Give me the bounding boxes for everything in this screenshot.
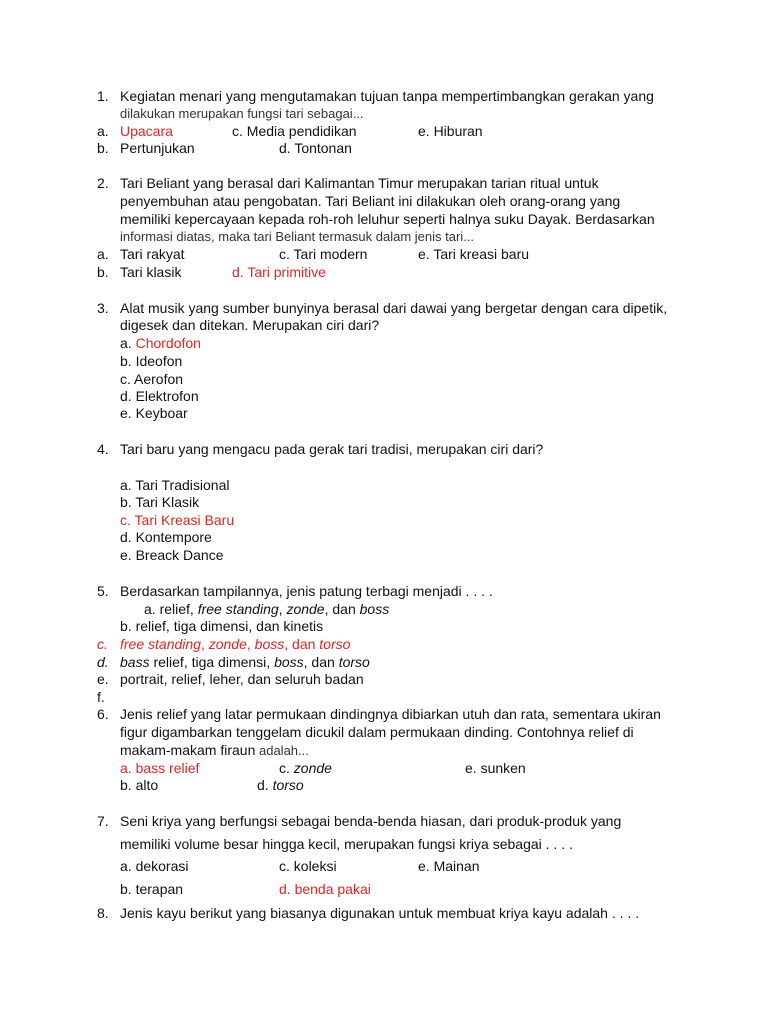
q2-option-a: Tari rakyat	[120, 246, 185, 262]
q5-option-c-sep1: ,	[200, 636, 209, 652]
q7-text-line2: memiliki volume besar hingga kecil, merupakan fungsi kriya sebagai . . . .	[120, 836, 573, 852]
q7-text-line1: Seni kriya yang berfungsi sebagai benda-benda hiasan, dari produk-produk yang	[120, 813, 622, 829]
q6-option-c	[279, 760, 332, 777]
q4-option-a: a. Tari Tradisional	[120, 477, 230, 493]
q6-option-e: e. sunken	[465, 760, 526, 776]
q8-text-line1: Jenis kayu berikut yang biasanya digunakan untuk membuat kriya kayu adalah . . . .	[120, 905, 640, 921]
q2-text-line3: memiliki kepercayaan kepada roh-roh leluhur seperti halnya suku Dayak. Berdasarkan	[120, 211, 655, 227]
q5-option-d-term3: torso	[338, 654, 370, 670]
q6-option-c-prefix: c.	[279, 760, 294, 776]
q5-option-a-prefix: a. relief,	[144, 601, 198, 617]
q2-option-c: c. Tari modern	[279, 246, 368, 262]
q2-text-line1: Tari Beliant yang berasal dari Kalimantan Timur merupakan tarian ritual untuk	[120, 175, 599, 191]
q7-option-b: b. terapan	[120, 881, 184, 897]
q2-option-d-answer: d. Tari primitive	[232, 264, 326, 280]
q4-option-d: d. Kontempore	[120, 529, 212, 545]
q2-text-line4: informasi diatas, maka tari Beliant termasuk dalam jenis tari...	[120, 229, 475, 244]
q1-option-d: d. Tontonan	[279, 140, 352, 156]
q6-text-line1: Jenis relief yang latar permukaan dindingnya dibiarkan utuh dan rata, sementara ukiran	[120, 706, 661, 722]
q6-option-d-term: torso	[272, 777, 304, 793]
q1-option-b-letter: b.	[97, 140, 109, 156]
q5-option-c-term2: zonde	[208, 636, 247, 652]
q1-option-a-answer: Upacara	[120, 123, 173, 139]
q5-option-f-letter: f.	[97, 689, 105, 705]
q3-option-a	[120, 335, 201, 352]
q8-number: 8.	[97, 905, 109, 921]
q5-option-a-term1: free standing	[197, 601, 279, 617]
q5-text-line1: Berdasarkan tampilannya, jenis patung terbagi menjadi . . . .	[120, 583, 493, 599]
q3-option-a-letter: a.	[120, 335, 132, 351]
q6-text-line3b: adalah...	[255, 743, 309, 758]
q1-option-b: Pertunjukan	[120, 140, 195, 156]
q5-option-d	[120, 654, 370, 671]
q6-option-b: b. alto	[120, 777, 159, 793]
q6-option-d	[257, 777, 304, 794]
q3-text-line1: Alat musik yang sumber bunyinya berasal dari dawai yang bergetar dengan cara dipetik,	[120, 300, 668, 316]
q5-option-c-sep3: , dan	[284, 636, 320, 652]
q1-option-e: e. Hiburan	[418, 123, 483, 139]
q5-option-d-term1: bass	[120, 654, 150, 670]
q2-text-line2: penyembuhan atau pengobatan. Tari Beliant ini dilakukan oleh orang-orang yang	[120, 193, 621, 209]
q5-number: 5.	[97, 583, 109, 599]
q1-option-a-letter: a.	[97, 123, 109, 139]
q1-number: 1.	[97, 88, 109, 104]
q5-option-a-sep: ,	[278, 601, 287, 617]
q5-option-d-term2: boss	[274, 654, 304, 670]
q4-text-line1: Tari baru yang mengacu pada gerak tari tradisi, merupakan ciri dari?	[120, 441, 544, 457]
q3-text-line2: digesek dan ditekan. Merupakan ciri dari?	[120, 317, 380, 333]
q3-option-d: d. Elektrofon	[120, 388, 199, 404]
q1-option-c: c. Media pendidikan	[232, 123, 357, 139]
q5-option-e-letter: e.	[97, 671, 109, 687]
q3-option-c: c. Aerofon	[120, 371, 184, 387]
q4-option-e: e. Breack Dance	[120, 547, 224, 563]
q2-option-b: Tari klasik	[120, 264, 182, 280]
q6-option-c-term: zonde	[293, 760, 332, 776]
q7-option-e: e. Mainan	[418, 858, 480, 874]
q5-option-c-term4: torso	[319, 636, 351, 652]
q3-number: 3.	[97, 300, 109, 316]
q4-option-c-answer: c. Tari Kreasi Baru	[120, 512, 235, 528]
q1-text-line2: dilakukan merupakan fungsi tari sebagai...	[120, 106, 364, 121]
q2-option-e: e. Tari kreasi baru	[418, 246, 530, 262]
q6-option-a-answer: a. bass relief	[120, 760, 200, 776]
q3-option-e: e. Keyboar	[120, 405, 188, 421]
q5-option-a	[144, 601, 389, 618]
q6-text-line3a: makam-makam firaun	[120, 742, 256, 758]
q7-number: 7.	[97, 813, 109, 829]
q2-option-b-letter: b.	[97, 264, 109, 280]
q1-text-line1: Kegiatan menari yang mengutamakan tujuan tanpa mempertimbangkan gerakan yang	[120, 88, 654, 104]
q3-option-b: b. Ideofon	[120, 353, 183, 369]
q2-number: 2.	[97, 175, 109, 191]
q5-option-c-answer	[120, 636, 350, 653]
q5-option-a-mid: , dan	[324, 601, 360, 617]
q6-text-line2: figur digambarkan tenggelam dicukil dalam permukaan dinding. Contohnya relief di	[120, 724, 634, 740]
q5-option-e: portrait, relief, leher, dan seluruh badan	[120, 671, 364, 687]
q5-option-a-term3: boss	[359, 601, 390, 617]
q4-number: 4.	[97, 441, 109, 457]
q7-option-a: a. dekorasi	[120, 858, 189, 874]
q5-option-b: b. relief, tiga dimensi, dan kinetis	[120, 618, 324, 634]
q5-option-a-term2: zonde	[286, 601, 325, 617]
q3-option-a-answer: Chordofon	[135, 335, 201, 351]
q6-number: 6.	[97, 706, 109, 722]
q2-option-a-letter: a.	[97, 246, 109, 262]
q5-option-c-term3: boss	[254, 636, 285, 652]
q6-option-d-prefix: d.	[257, 777, 273, 793]
q5-option-c-sep2: ,	[246, 636, 255, 652]
q5-option-c-term1: free standing	[120, 636, 201, 652]
q5-option-c-letter: c.	[97, 636, 108, 652]
q7-option-c: c. koleksi	[279, 858, 337, 874]
q4-option-b: b. Tari Klasik	[120, 494, 200, 510]
q5-option-d-sep1: relief, tiga dimensi,	[149, 654, 275, 670]
q6-text-line3	[120, 742, 309, 759]
q5-option-d-letter: d.	[97, 654, 109, 670]
q5-option-d-sep2: , dan	[303, 654, 339, 670]
q7-option-d-answer: d. benda pakai	[279, 881, 371, 897]
